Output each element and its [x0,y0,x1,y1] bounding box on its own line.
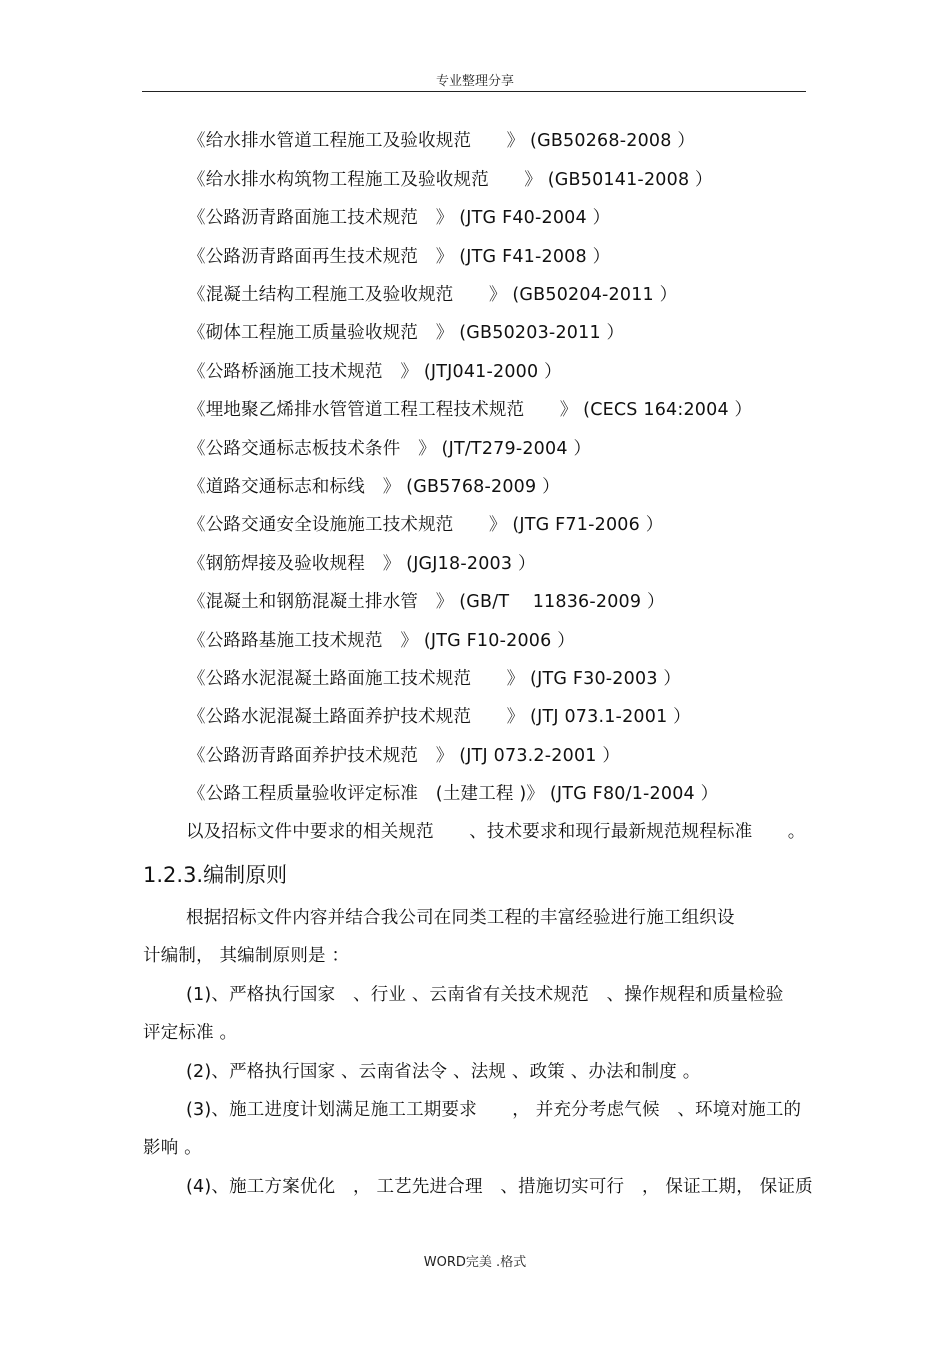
standard-item: 《给水排水构筑物工程施工及验收规范 》 (GB50141-2008 ） [188,170,713,190]
page-header: 专业整理分享 [435,74,514,89]
closing-line: 以及招标文件中要求的相关规范 、技术要求和现行最新规范规程标准 。 [186,822,806,842]
standard-item: 《混凝土结构工程施工及验收规范 》 (GB50204-2011 ） [188,285,678,305]
standard-item: 《公路桥涵施工技术规范 》 (JTJ041-2000 ） [188,362,562,382]
standard-item: 《公路工程质量验收评定标准 (土建工程 )》 (JTG F80/1-2004 ） [188,784,719,804]
principle-3-line-2: 影响 。 [143,1138,202,1158]
standard-item: 《公路水泥混凝土路面养护技术规范 》 (JTJ 073.1-2001 ） [188,707,691,727]
standard-item: 《公路沥青路面养护技术规范 》 (JTJ 073.2-2001 ） [188,746,621,766]
principle-3-line-1: (3)、施工进度计划满足施工工期要求 ， 并充分考虑气候 、环境对施工的 [186,1100,802,1120]
standard-item: 《混凝土和钢筋混凝土排水管 》 (GB/T 11836-2009 ） [188,592,665,612]
principle-2-line-1: (2)、严格执行国家 、云南省法令 、法规 、政策 、办法和制度 。 [186,1062,701,1082]
page-footer: WORD完美 .格式 [423,1255,527,1270]
principle-1-line-1: (1)、严格执行国家 、行业 、云南省有关技术规范 、操作规程和质量检验 [186,985,784,1005]
header-divider [142,91,806,92]
standard-item: 《砌体工程施工质量验收规范 》 (GB50203-2011 ） [188,323,625,343]
standard-item: 《公路路基施工技术规范 》 (JTG F10-2006 ） [188,631,575,651]
principle-4-line-1: (4)、施工方案优化 ， 工艺先进合理 、措施切实可行 ， 保证工期， 保证质 [186,1177,813,1197]
standard-item: 《公路交通安全设施施工技术规范 》 (JTG F71-2006 ） [188,515,664,535]
standard-item: 《公路沥青路面施工技术规范 》 (JTG F40-2004 ） [188,208,611,228]
intro-line-2: 计编制， 其编制原则是 ： [143,946,350,966]
standard-item: 《给水排水管道工程施工及验收规范 》 (GB50268-2008 ） [188,131,696,151]
principle-1-line-2: 评定标准 。 [143,1023,238,1043]
section-heading: 1.2.3.编制原则 [143,863,288,887]
standard-item: 《埋地聚乙烯排水管管道工程工程技术规范 》 (CECS 164:2004 ） [188,400,753,420]
standard-item: 《公路沥青路面再生技术规范 》 (JTG F41-2008 ） [188,247,611,267]
standard-item: 《公路水泥混凝土路面施工技术规范 》 (JTG F30-2003 ） [188,669,682,689]
standard-item: 《钢筋焊接及验收规程 》 (JGJ18-2003 ） [188,554,536,574]
standard-item: 《道路交通标志和标线 》 (GB5768-2009 ） [188,477,560,497]
standard-item: 《公路交通标志板技术条件 》 (JT/T279-2004 ） [188,439,592,459]
intro-line-1: 根据招标文件内容并结合我公司在同类工程的丰富经验进行施工组织设 [186,908,735,928]
